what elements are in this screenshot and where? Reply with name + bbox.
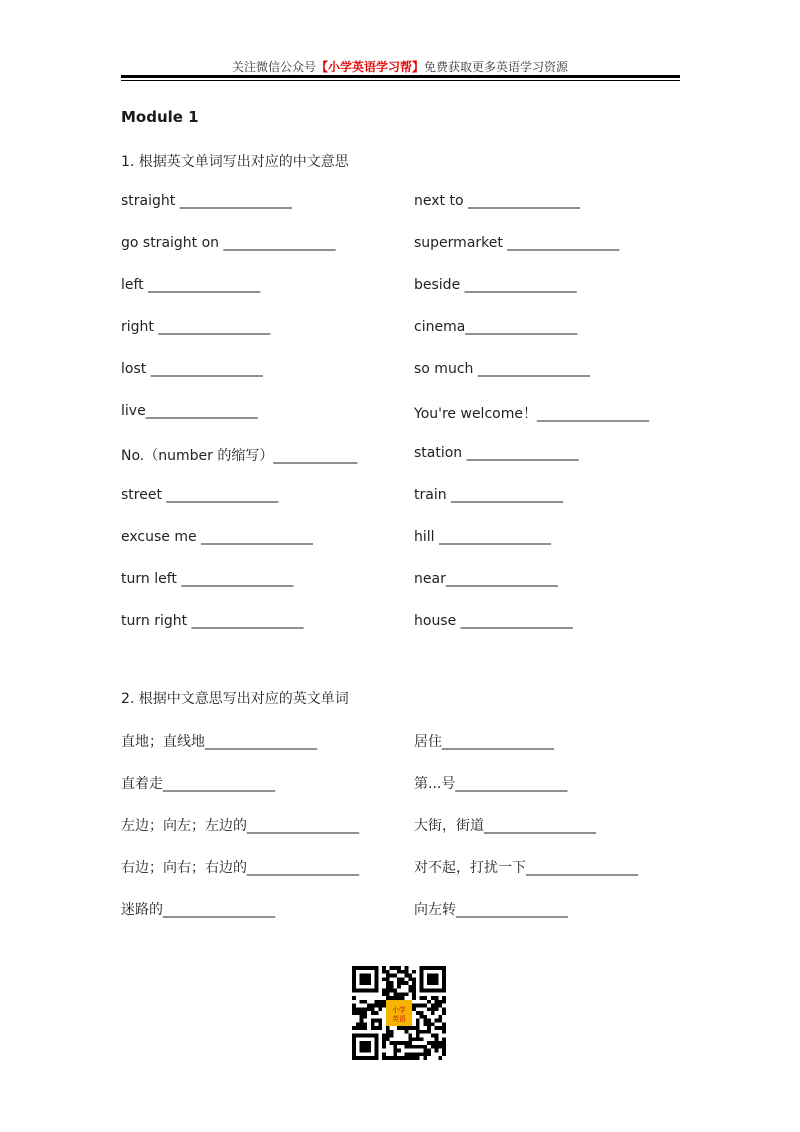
s1-right-item: next to ________________ <box>414 193 580 209</box>
s1-right-item: You're welcome！________________ <box>414 406 649 422</box>
s1-left-item: go straight on ________________ <box>121 235 336 251</box>
s1-right-item: house ________________ <box>414 613 573 629</box>
s1-left-item: lost ________________ <box>121 361 263 377</box>
header-brand: 【小学英语学习帮】 <box>315 60 424 74</box>
header-text-post: 免费获取更多英语学习资源 <box>424 60 569 74</box>
qr-code-icon <box>352 966 446 1060</box>
s1-right-item: near________________ <box>414 571 558 587</box>
s1-left-item: excuse me ________________ <box>121 529 314 545</box>
s1-left-item: No.（number 的缩写）____________ <box>121 448 358 464</box>
s2-left-item: 直地；直线地________________ <box>121 734 317 750</box>
s1-right-item: so much ________________ <box>414 361 590 377</box>
section2-title: 2. 根据中文意思写出对应的英文单词 <box>121 691 349 707</box>
s1-left-item: right ________________ <box>121 319 271 335</box>
s1-left-item: turn right ________________ <box>121 613 304 629</box>
s2-right-item: 居住________________ <box>414 734 554 750</box>
header-rule-thin <box>121 80 680 81</box>
s1-right-item: beside ________________ <box>414 277 577 293</box>
s2-right-item: 对不起，打扰一下________________ <box>414 860 638 876</box>
s2-right-item: 第...号________________ <box>414 776 568 792</box>
s1-right-item: hill ________________ <box>414 529 551 545</box>
svg-text:英语: 英语 <box>392 1014 406 1023</box>
s2-left-item: 迷路的________________ <box>121 902 275 918</box>
s1-left-item: street ________________ <box>121 487 279 503</box>
s2-right-item: 大街，街道________________ <box>414 818 596 834</box>
section1-title: 1. 根据英文单词写出对应的中文意思 <box>121 154 349 170</box>
qr-center-text: 小学 <box>392 1005 406 1014</box>
s1-left-item: live________________ <box>121 403 258 419</box>
s2-left-item: 右边；向右；右边的________________ <box>121 860 359 876</box>
s2-right-item: 向左转________________ <box>414 902 568 918</box>
s1-right-item: train ________________ <box>414 487 564 503</box>
s1-left-item: left ________________ <box>121 277 261 293</box>
s1-left-item: straight ________________ <box>121 193 292 209</box>
s1-right-item: station ________________ <box>414 445 579 461</box>
header-text-pre: 关注微信公众号 <box>231 60 316 74</box>
header-rule-thick <box>121 75 680 78</box>
s1-left-item: turn left ________________ <box>121 571 294 587</box>
s2-left-item: 直着走________________ <box>121 776 275 792</box>
s2-left-item: 左边；向左；左边的________________ <box>121 818 359 834</box>
module-title: Module 1 <box>121 108 199 126</box>
s1-right-item: supermarket ________________ <box>414 235 620 251</box>
page-header <box>0 58 800 75</box>
s1-right-item: cinema________________ <box>414 319 578 335</box>
